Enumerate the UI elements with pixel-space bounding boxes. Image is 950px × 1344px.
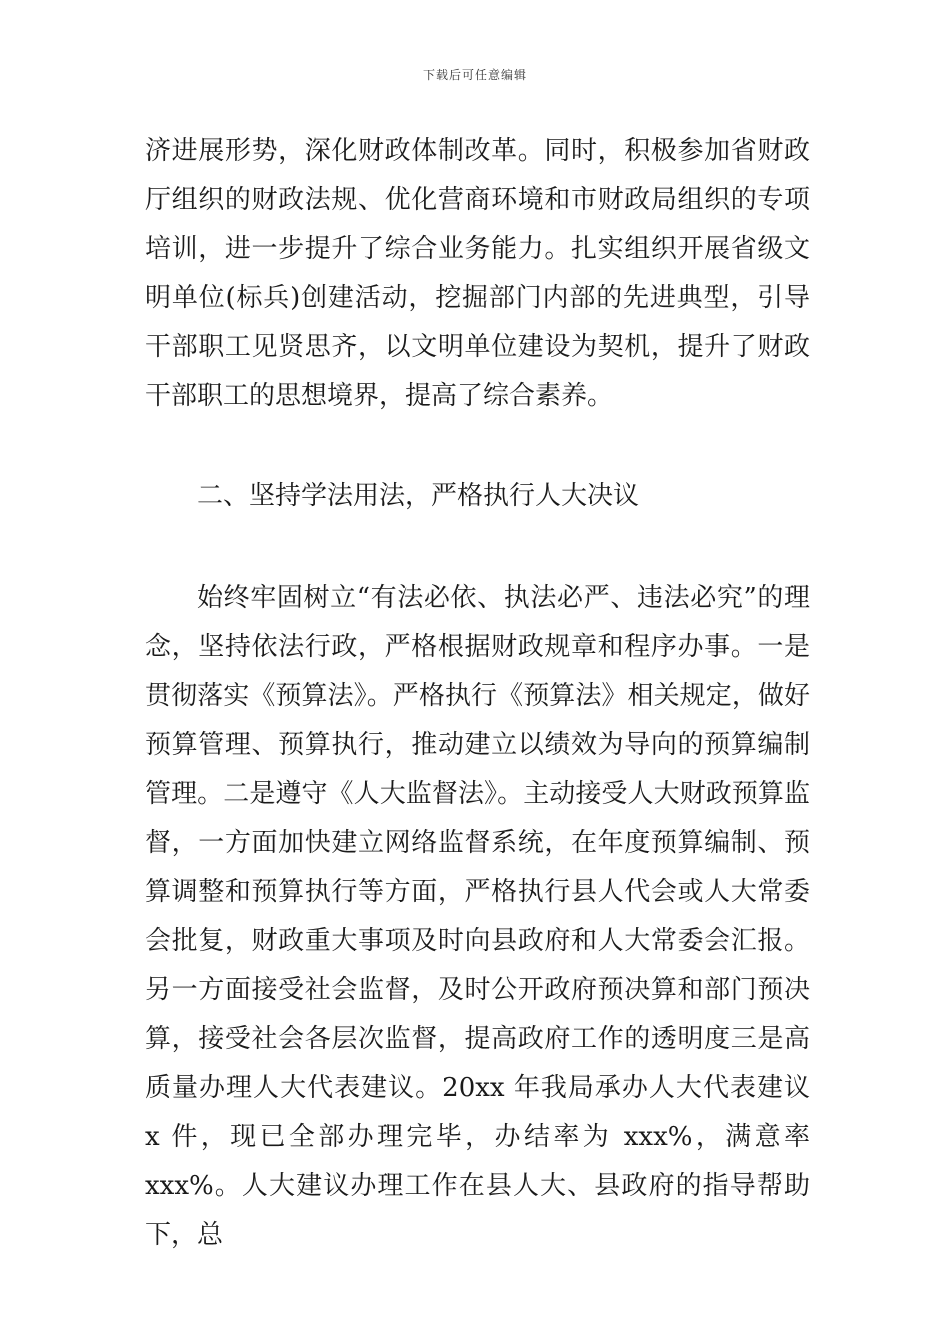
paragraph-continued: 济进展形势，深化财政体制改革。同时，积极参加省财政厅组织的财政法规、优化营商环境和市财政局组织的专项培训，进一步提升了综合业务能力。扎实组织开展省级文明单位(标兵)创建活动，挖掘部门内部的先进典型，引导干部职工见贤思齐，以文明单位建设为契机，提升了财政干部职工的思想境界，提高了综合素养。 xyxy=(145,136,810,411)
section-heading: 二、坚持学法用法，严格执行人大决议 xyxy=(197,481,640,511)
paragraph-section-2: 始终牢固树立“有法必依、执法必严、违法必究”的理念，坚持依法行政，严格根据财政规章和程序办事。一是贯彻落实《预算法》。严格执行《预算法》相关规定，做好预算管理、预算执行，推动建立以绩效为导向的预算编制管理。二是遵守《人大监督法》。主动接受人大财政预算监督，一方面加快建立网络监督系统，在年度预算编制、预算调整和预算执行等方面，严格执行县人代会或人大常委会批复，财政重大事项及时向县政府和人大常委会汇报。另一方面接受社会监督，及时公开政府预决算和部门预决算，接受社会各层次监督，提高政府工作的透明度三是高质量办理人大代表建议。20xx 年我局承办人大代表建议 x 件，现已全部办理完毕，办结率为 xxx%，满意率 xxx%。人大建议办理工作在县人大、县政府的指导帮助下，总 xyxy=(145,583,810,1250)
page-header: 下载后可任意编辑 xyxy=(422,68,527,82)
